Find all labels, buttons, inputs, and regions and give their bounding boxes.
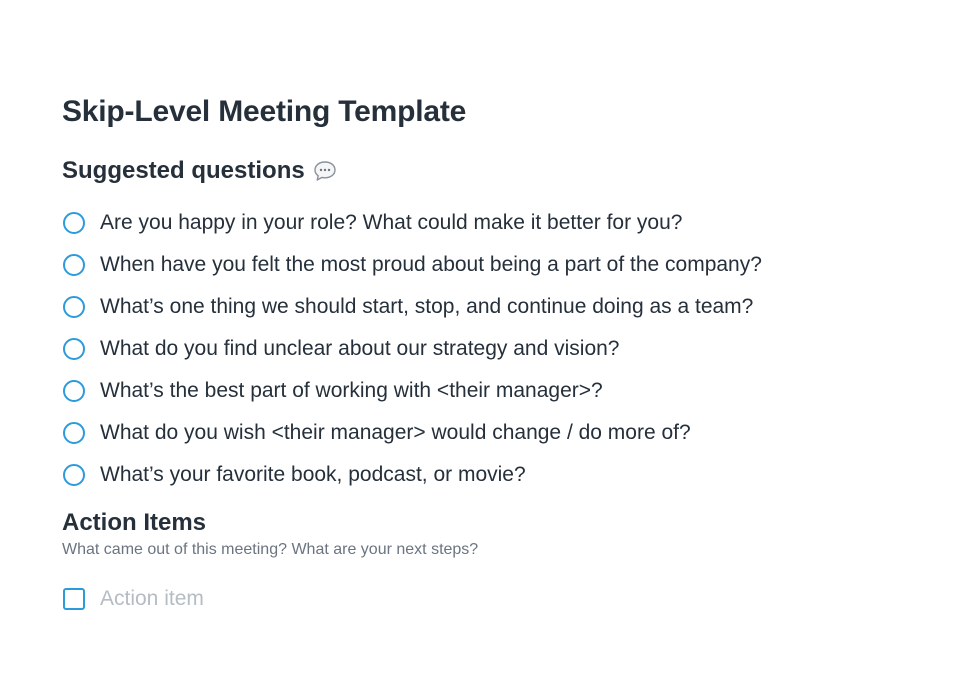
speech-bubble-icon [313,160,337,182]
action-item-row [62,584,898,614]
question-radio[interactable] [63,422,85,444]
question-item [62,244,898,286]
action-item-input[interactable] [100,587,500,611]
questions-list [62,202,898,496]
question-item [62,202,898,244]
question-radio[interactable] [63,338,85,360]
question-text: Are you happy in your role? What could make it better for you? [100,211,683,234]
question-text: What do you find unclear about our strategy and vision? [100,337,620,360]
action-items-heading: Action Items [62,509,207,536]
question-item [62,454,898,496]
question-item [62,412,898,454]
suggested-questions-heading [62,156,898,186]
question-item [62,286,898,328]
question-radio[interactable] [63,464,85,486]
question-text: When have you felt the most proud about being a part of the company? [100,253,762,276]
question-radio[interactable] [63,380,85,402]
action-items-subtitle: What came out of this meeting? What are your next steps? [62,541,479,558]
question-text: What’s the best part of working with <their manager>? [100,379,603,402]
question-radio[interactable] [63,254,85,276]
question-radio[interactable] [63,296,85,318]
question-radio[interactable] [63,212,85,234]
question-text: What’s one thing we should start, stop, and continue doing as a team? [100,295,754,318]
question-item [62,328,898,370]
action-item-checkbox[interactable] [63,588,85,610]
question-text: What’s your favorite book, podcast, or movie? [100,463,526,486]
suggested-questions-label: Suggested questions [62,157,305,184]
page-title: Skip-Level Meeting Template [62,95,467,128]
question-item [62,370,898,412]
question-text: What do you wish <their manager> would change / do more of? [100,421,691,444]
